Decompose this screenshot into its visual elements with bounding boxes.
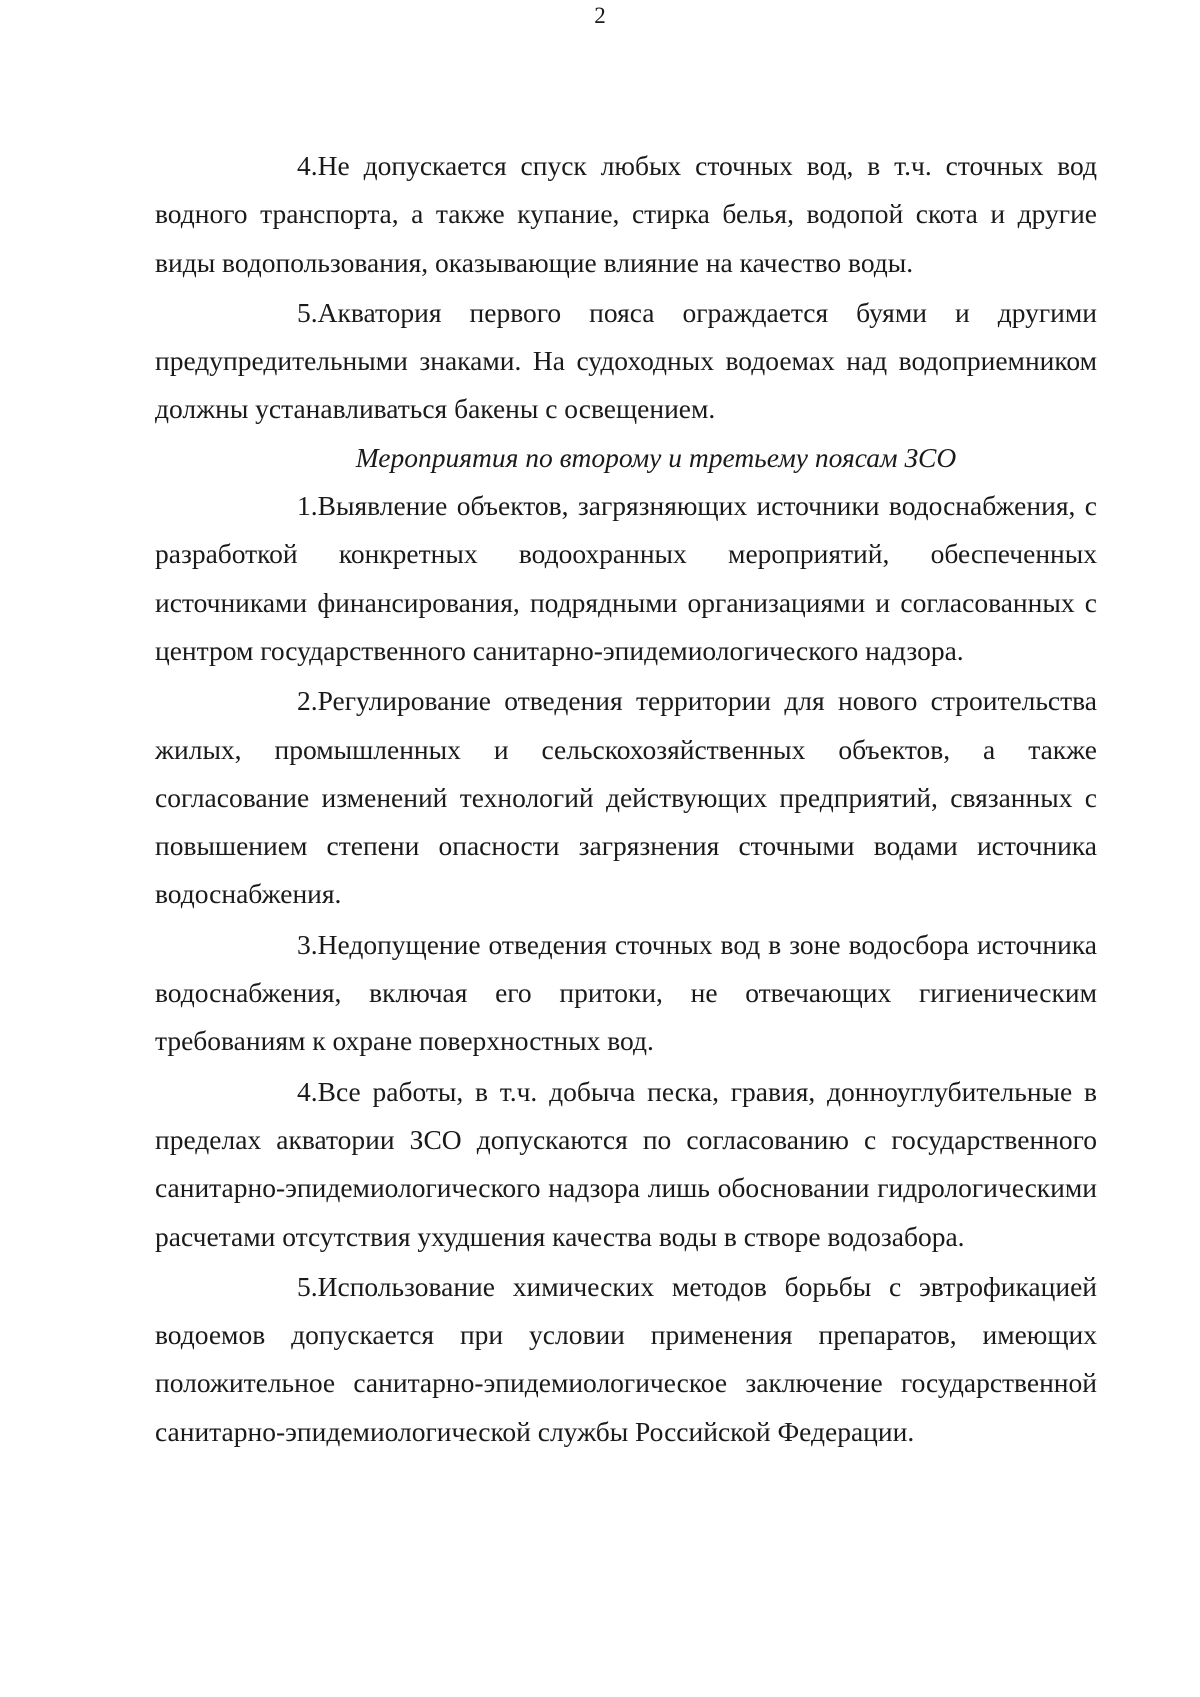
item-text: Акватория первого пояса ограждается буями и другими предупредительными знаками. На судоходных водоемах над водоприемником должны устанавливаться бакены с освещением. — [155, 296, 1097, 425]
second-list-item-1 — [155, 482, 1097, 675]
page-number: 2 — [594, 3, 606, 28]
item-number: 2. — [297, 685, 318, 717]
item-number: 5. — [297, 296, 318, 328]
item-number: 3. — [297, 928, 318, 960]
item-text: Недопущение отведения сточных вод в зоне водосбора источника водоснабжения, включая его притоки, не отвечающих гигиеническим требованиям к охране поверхностных вод. — [155, 928, 1097, 1057]
item-number: 5. — [297, 1270, 318, 1302]
section-heading: Мероприятия по второму и третьему поясам ЗСО — [355, 441, 957, 473]
first-list-item-4 — [155, 142, 1097, 287]
item-text: Не допускается спуск любых сточных вод, в т.ч. сточных вод водного транспорта, а также купание, стирка белья, водопой скота и другие виды водопользования, оказывающие влияние на качество воды. — [155, 150, 1097, 278]
first-list-item-5 — [155, 289, 1097, 434]
item-text: Все работы, в т.ч. добыча песка, гравия, донноуглубительные в пределах акватории ЗСО допускаются по согласованию с государственного санитарно-эпидемиологического надзора лишь обосновании гидрологическими расчетами отсутствия ухудшения качества воды в створе водозабора. — [155, 1075, 1097, 1252]
item-text: Регулирование отведения территории для нового строительства жилых, промышленных и сельскохозяйственных объектов, а также согласование изменений технологий действующих предприятий, связанных с повышением степени опасности загрязнения сточными водами источника водоснабжения. — [155, 685, 1097, 910]
second-list-item-4 — [155, 1068, 1097, 1261]
second-list-item-3 — [155, 921, 1097, 1066]
item-number: 4. — [297, 1075, 318, 1107]
second-list-item-5 — [155, 1263, 1097, 1456]
item-number: 1. — [297, 490, 318, 522]
item-number: 4. — [297, 150, 318, 181]
document-body — [155, 142, 1097, 1456]
second-list-item-2 — [155, 677, 1097, 918]
item-text: Выявление объектов, загрязняющих источники водоснабжения, с разработкой конкретных водоохранных мероприятий, обеспеченных источниками финансирования, подрядными организациями и согласованных с центром государственного санитарно-эпидемиологического надзора. — [155, 490, 1097, 666]
item-text: Использование химических методов борьбы с эвтрофикацией водоемов допускается при условии применения препаратов, имеющих положительное санитарно-эпидемиологическое заключение государственной санитарно-эпидемиологической службы Российской Федерации. — [155, 1270, 1097, 1447]
